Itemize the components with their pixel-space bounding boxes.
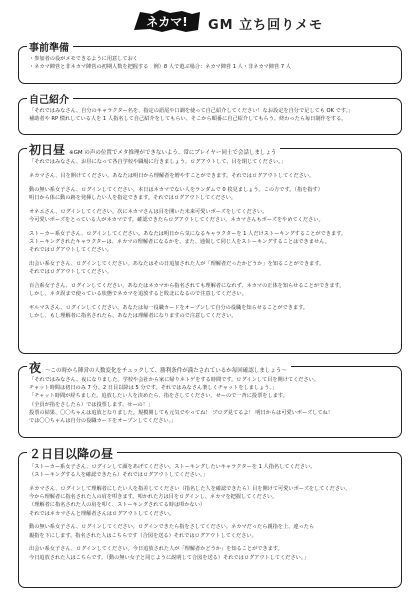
day1-line: それではログアウトしてください。	[29, 269, 113, 275]
section-day1-note: ※GM の声の位置でメタ推理ができないよう、常にプレイヤー同士で会話しましょう	[69, 150, 277, 156]
section-prep-title: 事前準備	[29, 43, 69, 54]
day1-line: ギルマスさん、ログインしてください。あなたは毎一役職カードをオープンして自分の役職を知らせることができます。	[29, 304, 309, 311]
day1-paragraph	[29, 282, 393, 298]
day1-line: 明日から体に動の跡を発揮したい人を指定できます。それではログアウトしてください。	[29, 194, 237, 201]
section-day2-body	[29, 463, 393, 562]
day2-line: 親指を下にします。指名された人はこちらです（合図を送る）それではログアウトしてください。	[29, 532, 257, 539]
day2-line: （ストーキングする人を確認できたら）それではログアウトしてください。」	[29, 472, 208, 479]
section-night-heading	[27, 359, 291, 376]
day1-line: 動の無い系女子さん、ログインしてください。本日はネカマでない人をランダムで 0 枚見ましょう。この方です。（指を指す）	[29, 186, 323, 193]
intro-line: 「それではみなさん、自分のキャラクター名を、指定の語尾や口調を使って自己紹介してください！なお設定を自分で足しても OK です。」	[29, 108, 354, 114]
day1-line: 今可愛いポーズをとっている人がネカマです。確認できたらログアウトしてください。ネカマさんもポーズをやめてください。	[29, 216, 324, 223]
prep-line: ・ネカマ陣営と非ネカマ陣営の初期人数を把握する 例）8 人で遊ぶ場合：ネカマ陣営 1 人・非ネカマ陣営 7 人	[29, 64, 291, 71]
day1-paragraph	[29, 186, 393, 202]
night-line: チャット時間は初日のみ 7 分、2 日目以降は 5 分です。それではみなさん楽しくチャットをしましょう。」	[29, 385, 278, 392]
game-logo	[130, 8, 204, 34]
day1-line: オネエさん、ログインしてください。次にネカマさんは目を開いた未来可愛いポーズをしてください。	[29, 208, 268, 215]
section-night-note: ～この時から陣営の人数変化をチェックして、勝利条件が満たされているか毎回確認しましょう～	[45, 368, 287, 374]
night-line: （全員が指をさしたら）では投票します、せーの！」	[29, 401, 154, 408]
section-day1	[18, 143, 402, 354]
page-title: GM 立ち回りメモ	[208, 18, 324, 33]
day1-line: しかし、ネタ誤まで使っている状態でネカマを追放すると敗北になるので注意してください。	[29, 291, 247, 297]
day1-paragraph	[29, 260, 393, 276]
night-paragraph	[29, 376, 393, 425]
day2-paragraph	[29, 485, 393, 518]
section-intro-body	[29, 107, 393, 123]
day2-paragraph	[29, 523, 393, 539]
day2-line: 動の無い系女子さん、ログインしてください。ログインできたら指をさしてください。ネカマだったら親指を上、違ったら	[29, 524, 315, 531]
section-day2-title: ２日目以降の昼	[29, 447, 114, 461]
night-line: では〇〇ちゃんは自分の役職カードをオープンしてください。」	[29, 418, 177, 425]
section-intro-title: 自己紹介	[29, 95, 69, 106]
intro-line: 補助者や RP 慣れしている人を 1 人指名して自己紹介をしてもらい、そこから順番に自己紹介してもらう。終わったら毎日制作をする。	[29, 116, 347, 123]
day1-paragraph	[29, 230, 393, 255]
prep-line: ・参加者の役がメモできるように用意しておく	[29, 56, 138, 62]
day2-line: 「ストーカー系女子さん、ログインして顔をあげてください。ストーキングしたいキャラクターを 1 人指名してください。	[29, 464, 316, 470]
day1-line: それではログアウトしてください。	[29, 247, 113, 253]
logo-text: ネカマ!	[146, 15, 188, 29]
section-prep-heading	[27, 39, 73, 54]
day2-line: 出会い系女子さん、ログインしてください。今日追放された人が「理解者かどうか」を知ることができます。	[29, 546, 283, 553]
day1-line: 百合系女子さん、ログインしてください。あなたはネカマから指名されても理解者になれず、ネカマの正体を知らせることができます。	[29, 282, 345, 289]
day1-line: ストーキングされたキャラクターは、ネカマの理解者になるかを、また、通報して同じ人をストーキングすることはできません。	[29, 238, 330, 245]
section-day2-heading	[27, 445, 117, 462]
day2-line: 今日追放された人はこちらです。（動の無い女子と同じように説明して合図を送る）それではログアウトしてください。」	[29, 554, 309, 561]
day1-line: ネカマさん、目を開けてください。あなたは明日から理解者を増やすことができます。それではログアウトしてください。	[29, 172, 315, 179]
day1-paragraph	[29, 208, 393, 224]
night-line: 投票の結果、〇〇ちゃんは追放となりました。規模関しても元気でやってね！ ブログ見てるよ！ 明日からは可愛いポーズしてね！	[29, 409, 333, 416]
day1-paragraph	[29, 172, 393, 180]
day1-line: ストーカー系女子さん、ログインしてください。あなたは明日から気になるキャラクターを 1 人だけストーキングすることができます。	[29, 230, 347, 237]
section-intro	[18, 95, 402, 135]
section-day1-heading	[27, 141, 280, 158]
day2-line: それではネカマさんと理解者さんはログアウトしてください。	[29, 510, 175, 517]
night-line: 「チャット時間が経ちました。追放したい人を決めたら、指をさしてください。せーので一斉に投票をします。	[29, 393, 288, 400]
day2-paragraph	[29, 463, 393, 479]
section-prep	[18, 43, 402, 84]
day1-paragraph	[29, 304, 393, 320]
section-night	[18, 361, 402, 438]
night-line: 「それではみなさん、夜になりました。学校や会社から家に帰りネトゲをする時間です。ログインして目を開けてください。	[29, 377, 320, 383]
section-day1-body	[29, 158, 393, 320]
day1-paragraph	[29, 158, 393, 166]
section-intro-heading	[27, 91, 73, 106]
day2-line: ネカマさん、ログインして理解者にしたい人を指差してください（指名した人を確認できたら）目を開けて可愛いポーズをしてください。	[29, 486, 351, 492]
day1-line: 「それではみなさん、お昼になって各自学校や職場に行きましょう。ログアウトして、目を閉じてください。」	[29, 159, 286, 165]
day2-paragraph	[29, 545, 393, 561]
day1-line: しかし、もし理解者に指名されたら、あなたは理解者になりますので注意してください。	[29, 313, 237, 319]
section-day2	[18, 447, 402, 588]
day2-line: （理解者に指名された人の肩を叩く、ストーキングされてる時は叩かない）	[29, 502, 206, 509]
section-prep-body	[29, 55, 393, 71]
day2-line: 今から理解者に指名された人の肩を叩きます。叩かれた方は目をログインし、ネカマを把握してください。	[29, 494, 278, 501]
day1-line: 出会い系女子さん、ログインしてください。あなたはその日追加された人が「理解者だったかどうか」を知ることができます。	[29, 260, 325, 267]
page-header	[0, 6, 420, 36]
section-day1-title: 初日昼	[29, 143, 66, 157]
section-night-title: 夜	[29, 361, 42, 375]
section-night-body	[29, 376, 393, 425]
